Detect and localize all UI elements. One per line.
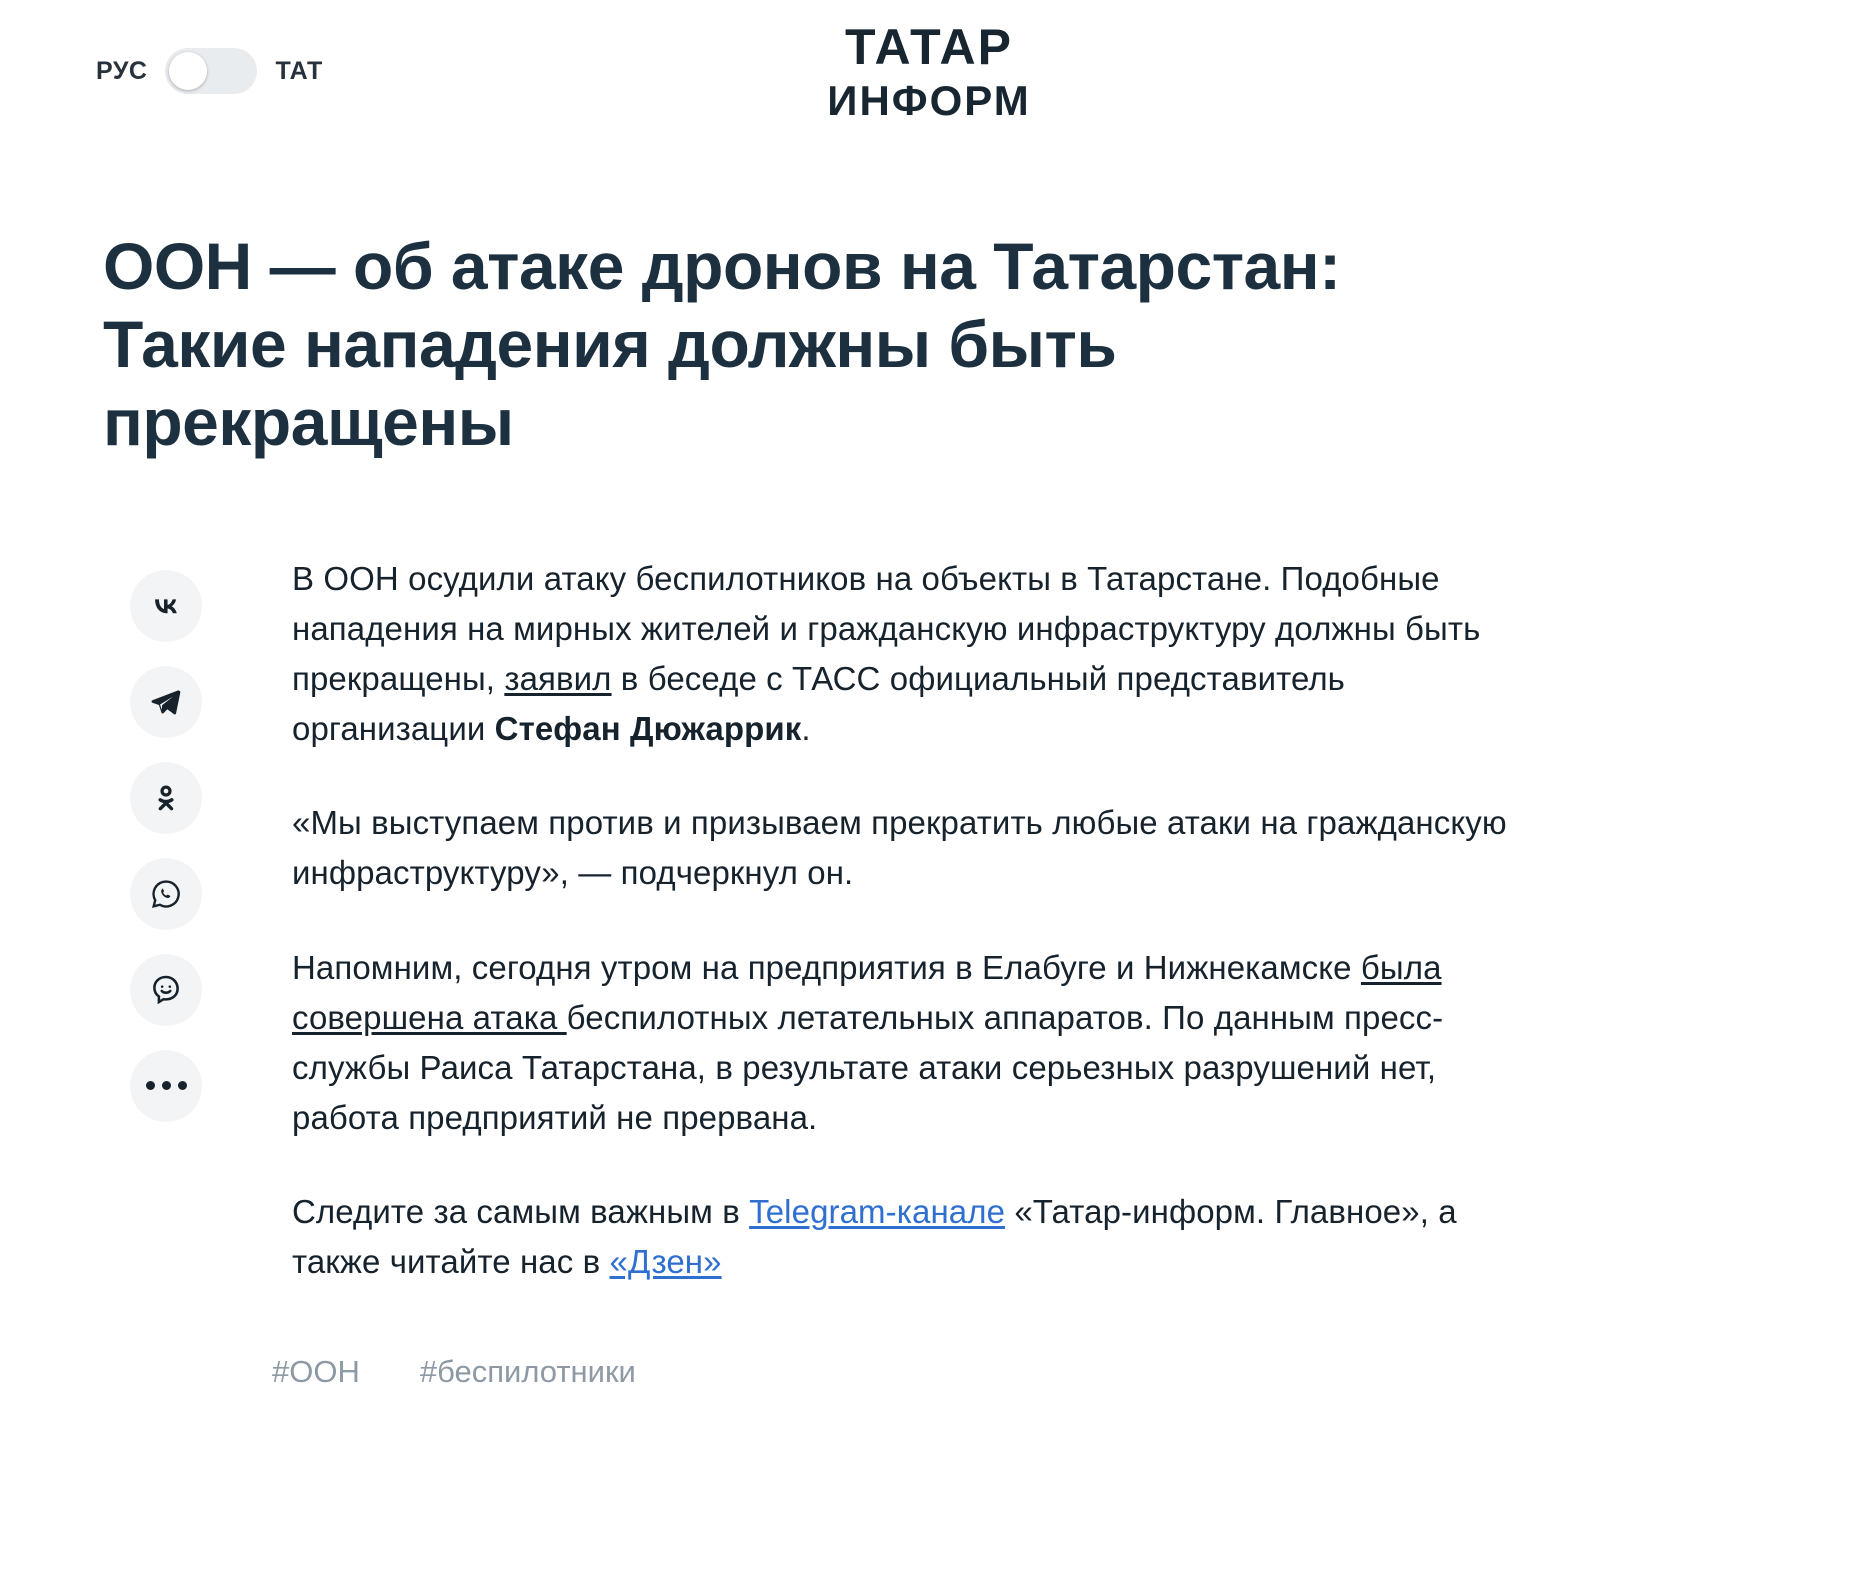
- more-share-button[interactable]: [130, 1050, 202, 1122]
- p3-text-2: беспилотных летательных аппаратов. По данным пресс-службы Раиса Татарстана, в результате атаки серьезных разрушений нет, работа предприятий не прервана.: [292, 998, 1444, 1137]
- paragraph-2: «Мы выступаем против и призываем прекратить любые атаки на гражданскую инфраструктуру», — подчеркнул он.: [292, 804, 1507, 892]
- tag-item[interactable]: #беспилотники: [419, 1353, 636, 1389]
- p1-person-name: Стефан Дюжаррик: [494, 710, 802, 748]
- logo-line-1: ТАТАР: [845, 19, 1013, 75]
- toggle-knob: [169, 52, 207, 90]
- telegram-share-button[interactable]: [130, 666, 202, 738]
- viber-share-button[interactable]: [130, 954, 202, 1026]
- p3-attack-link[interactable]: была совершена атака: [292, 948, 1442, 1036]
- tag-list: [0, 1354, 1858, 1390]
- lang-label-tat: ТАТ: [275, 56, 323, 85]
- vk-share-button[interactable]: [130, 570, 202, 642]
- p1-text-3: .: [801, 710, 811, 748]
- whatsapp-share-button[interactable]: [130, 858, 202, 930]
- viber-icon: [149, 973, 183, 1007]
- vk-icon: [149, 589, 183, 623]
- p1-text-1: В ООН осудили атаку беспилотников на объекты в Татарстане. Подобные нападения на мирных жителей и гражданскую инфраструктуру должны быть прекращены,: [292, 559, 1481, 697]
- whatsapp-icon: [149, 877, 183, 911]
- lang-label-rus: РУС: [96, 56, 148, 85]
- telegram-icon: [149, 685, 183, 719]
- site-header: [0, 0, 1858, 150]
- logo-line-2: ИНФОРМ: [827, 77, 1031, 124]
- p4-text-1: Следите за самым важным в: [292, 1193, 750, 1231]
- article-text: [236, 554, 1656, 1288]
- p3-text-1: Напомним, сегодня утром на предприятия в Елабуге и Нижнекамске: [292, 948, 1361, 986]
- language-switcher[interactable]: [96, 48, 323, 94]
- tag-item[interactable]: #ООН: [272, 1353, 360, 1389]
- odnoklassniki-icon: [151, 781, 181, 815]
- p1-text-2: в беседе с ТАСС официальный представитель организации: [292, 659, 1345, 748]
- site-logo[interactable]: [827, 19, 1031, 124]
- page-title: ООН — об атаке дронов на Татарстан: Такие нападения должны быть прекращены: [103, 229, 1341, 459]
- p1-source-link[interactable]: заявил: [504, 659, 612, 697]
- paragraph-1: [292, 554, 1536, 755]
- paragraph-4: [292, 1187, 1536, 1287]
- dzen-link[interactable]: «Дзен»: [609, 1243, 722, 1281]
- paragraph-3: [292, 943, 1536, 1144]
- p4-text-2: «Татар-информ. Главное», а также читайте нас в: [292, 1193, 1457, 1281]
- odnoklassniki-share-button[interactable]: [130, 762, 202, 834]
- more-icon: [146, 1081, 187, 1090]
- language-toggle[interactable]: [165, 48, 257, 94]
- share-sidebar: [96, 554, 236, 1288]
- telegram-channel-link[interactable]: Telegram-канале: [749, 1193, 1006, 1231]
- article-body-wrap: [0, 554, 1858, 1288]
